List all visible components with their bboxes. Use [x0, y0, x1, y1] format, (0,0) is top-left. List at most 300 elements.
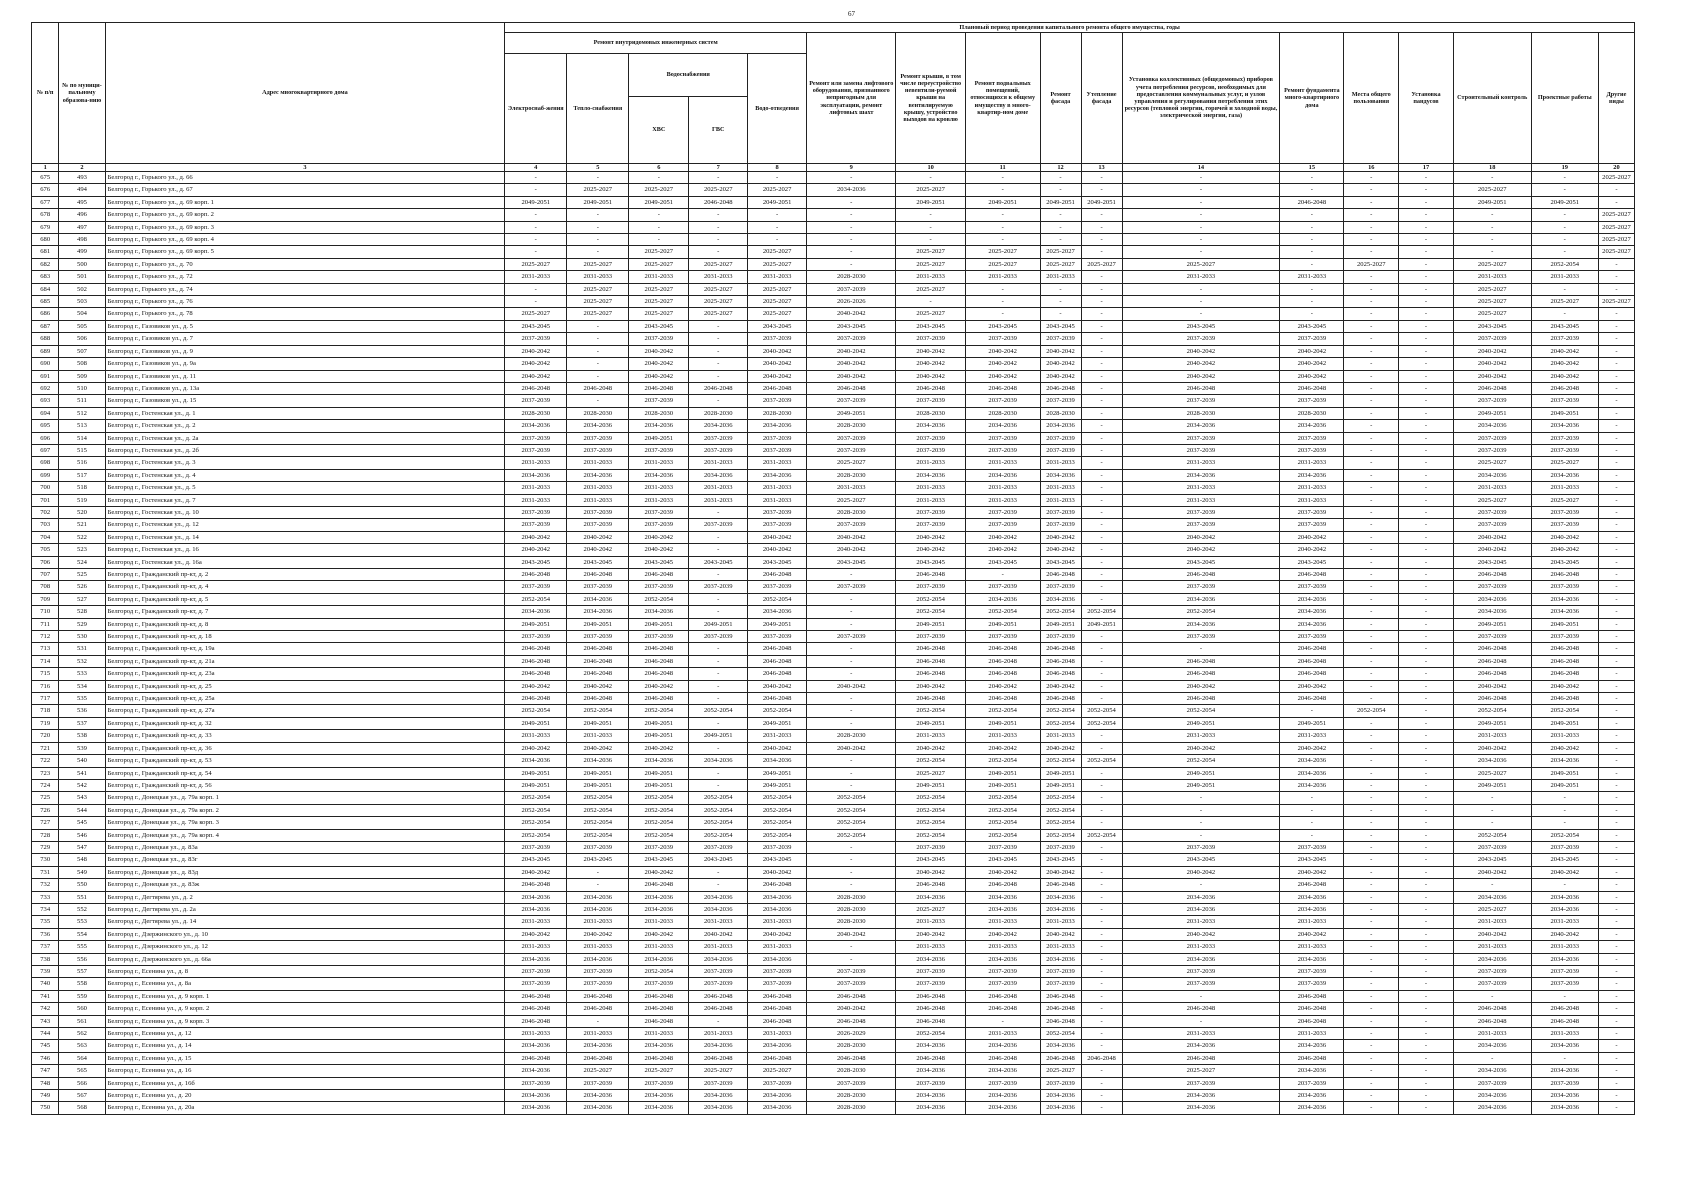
period-cell: 2040-2042 [629, 531, 689, 543]
municipal-number: 513 [59, 420, 105, 432]
column-number: 1 [32, 164, 59, 172]
period-cell: 2031-2033 [896, 941, 965, 953]
period-cell: 2040-2042 [567, 531, 629, 543]
period-cell: 2034-2036 [567, 469, 629, 481]
period-cell: 2031-2033 [1040, 941, 1081, 953]
period-cell: - [1399, 432, 1454, 444]
period-cell: 2031-2033 [748, 457, 807, 469]
period-cell: - [1598, 358, 1634, 370]
period-cell: 2037-2039 [896, 581, 965, 593]
period-cell: 2052-2054 [629, 817, 689, 829]
period-cell: 2049-2051 [567, 618, 629, 630]
period-cell: - [1399, 482, 1454, 494]
period-cell: - [1280, 308, 1344, 320]
period-cell: - [1081, 569, 1122, 581]
period-cell: - [1598, 271, 1634, 283]
period-cell: 2040-2042 [1453, 370, 1531, 382]
period-cell: 2049-2051 [505, 618, 567, 630]
period-cell: 2034-2036 [1040, 1102, 1081, 1114]
period-cell: - [807, 953, 896, 965]
period-cell: 2031-2033 [1453, 271, 1531, 283]
period-cell: - [1344, 928, 1399, 940]
period-cell: 2037-2039 [1453, 841, 1531, 853]
period-cell: 2046-2048 [629, 569, 689, 581]
period-cell: 2037-2039 [748, 506, 807, 518]
period-cell: - [1453, 990, 1531, 1002]
period-cell: - [1081, 1077, 1122, 1089]
column-number: 14 [1122, 164, 1280, 172]
table-row [32, 829, 1635, 841]
period-cell: 2031-2033 [1531, 1028, 1598, 1040]
period-cell: 2037-2039 [807, 581, 896, 593]
address-cell: Белгород г., Горького ул., д. 74 [105, 283, 505, 295]
table-row [32, 779, 1635, 791]
table-row [32, 1090, 1635, 1102]
period-cell: 2046-2048 [629, 643, 689, 655]
period-cell: 2040-2042 [505, 742, 567, 754]
period-cell: 2043-2045 [896, 320, 965, 332]
period-cell: 2034-2036 [1122, 1040, 1280, 1052]
period-cell: 2052-2054 [505, 804, 567, 816]
period-cell: - [1399, 879, 1454, 891]
header-ramps: Установка пандусов [1399, 33, 1454, 164]
period-cell: 2037-2039 [748, 1077, 807, 1089]
period-cell: - [1598, 891, 1634, 903]
period-cell: 2034-2036 [965, 593, 1040, 605]
period-cell: 2037-2039 [689, 444, 748, 456]
period-cell: 2037-2039 [629, 333, 689, 345]
address-cell: Белгород г., Есенина ул., д. 9 корп. 2 [105, 1003, 505, 1015]
period-cell: 2043-2045 [505, 556, 567, 568]
period-cell: - [689, 569, 748, 581]
table-row [32, 395, 1635, 407]
period-cell: - [1399, 519, 1454, 531]
period-cell: 2052-2054 [896, 817, 965, 829]
municipal-number: 550 [59, 879, 105, 891]
table-row [32, 593, 1635, 605]
period-cell: 2040-2042 [1122, 866, 1280, 878]
period-cell: 2037-2039 [505, 841, 567, 853]
address-cell: Белгород г., Есенина ул., д. 20 [105, 1090, 505, 1102]
period-cell: - [1344, 395, 1399, 407]
period-cell: 2040-2042 [1531, 531, 1598, 543]
period-cell: - [896, 172, 965, 184]
period-cell: 2034-2036 [896, 420, 965, 432]
row-number: 706 [32, 556, 59, 568]
period-cell: 2046-2048 [1453, 382, 1531, 394]
period-cell: - [1122, 817, 1280, 829]
table-row [32, 705, 1635, 717]
row-number: 732 [32, 879, 59, 891]
period-cell: 2034-2036 [896, 1102, 965, 1114]
period-cell: 2037-2039 [896, 444, 965, 456]
period-cell: 2031-2033 [629, 1028, 689, 1040]
period-cell: 2026-2029 [807, 1028, 896, 1040]
period-cell: - [807, 221, 896, 233]
period-cell: - [689, 693, 748, 705]
period-cell: - [1531, 234, 1598, 246]
period-cell: 2025-2027 [896, 246, 965, 258]
municipal-number: 560 [59, 1003, 105, 1015]
address-cell: Белгород г., Гражданский пр-кт, д. 32 [105, 717, 505, 729]
period-cell: 2034-2036 [505, 1102, 567, 1114]
period-cell: 2037-2039 [807, 444, 896, 456]
period-cell: 2046-2048 [1122, 693, 1280, 705]
period-cell: 2040-2042 [1040, 345, 1081, 357]
period-cell: 2052-2054 [689, 705, 748, 717]
period-cell: 2034-2036 [748, 420, 807, 432]
period-cell: - [1399, 990, 1454, 1002]
period-cell: 2037-2039 [567, 581, 629, 593]
period-cell: - [689, 544, 748, 556]
period-cell: 2049-2051 [1122, 767, 1280, 779]
period-cell: - [1122, 879, 1280, 891]
period-cell: 2052-2054 [505, 593, 567, 605]
period-cell: - [1081, 469, 1122, 481]
period-cell: - [748, 234, 807, 246]
period-cell: 2037-2039 [629, 581, 689, 593]
address-cell: Белгород г., Есенина ул., д. 16 [105, 1065, 505, 1077]
period-cell: - [1344, 941, 1399, 953]
period-cell: - [1344, 382, 1399, 394]
period-cell: 2046-2048 [896, 655, 965, 667]
address-cell: Белгород г., Горького ул., д. 66 [105, 172, 505, 184]
period-cell: 2052-2054 [1040, 1028, 1081, 1040]
period-cell: - [1531, 879, 1598, 891]
period-cell: 2025-2027 [965, 246, 1040, 258]
period-cell: 2034-2036 [1040, 420, 1081, 432]
address-cell: Белгород г., Есенина ул., д. 16б [105, 1077, 505, 1089]
period-cell: 2043-2045 [1280, 854, 1344, 866]
period-cell: 2037-2039 [1531, 395, 1598, 407]
period-cell: - [807, 258, 896, 270]
period-cell: 2046-2048 [1453, 643, 1531, 655]
period-cell: 2034-2036 [1122, 618, 1280, 630]
period-cell: 2034-2036 [689, 1040, 748, 1052]
header-water-supply: Водоснабжения [629, 54, 748, 97]
address-cell: Белгород г., Дегтярева ул., д. 2а [105, 903, 505, 915]
period-cell: - [1344, 1077, 1399, 1089]
period-cell: 2046-2048 [689, 382, 748, 394]
row-number: 678 [32, 209, 59, 221]
period-cell: 2034-2036 [1531, 891, 1598, 903]
period-cell: 2037-2039 [505, 966, 567, 978]
period-cell: 2037-2039 [1122, 506, 1280, 518]
period-cell: - [1122, 221, 1280, 233]
period-cell: 2037-2039 [1280, 432, 1344, 444]
period-cell: 2046-2048 [505, 1052, 567, 1064]
period-cell: 2031-2033 [748, 271, 807, 283]
period-cell: 2037-2039 [689, 631, 748, 643]
table-row [32, 432, 1635, 444]
period-cell: - [1081, 879, 1122, 891]
period-cell: 2031-2033 [1280, 730, 1344, 742]
period-cell: 2031-2033 [965, 916, 1040, 928]
period-cell: 2043-2045 [629, 556, 689, 568]
table-row [32, 1052, 1635, 1064]
period-cell: 2025-2027 [1531, 457, 1598, 469]
period-cell: 2046-2048 [629, 668, 689, 680]
row-number: 734 [32, 903, 59, 915]
period-cell: 2052-2054 [689, 829, 748, 841]
period-cell: - [1081, 631, 1122, 643]
address-cell: Белгород г., Горького ул., д. 69 корп. 2 [105, 209, 505, 221]
period-cell: 2046-2048 [807, 1015, 896, 1027]
table-row [32, 1077, 1635, 1089]
table-row [32, 358, 1635, 370]
municipal-number: 498 [59, 234, 105, 246]
period-cell: 2040-2042 [1280, 345, 1344, 357]
period-cell: - [1399, 717, 1454, 729]
period-cell: - [1453, 221, 1531, 233]
period-cell: - [965, 569, 1040, 581]
period-cell: - [1598, 569, 1634, 581]
period-cell: 2046-2048 [748, 668, 807, 680]
period-cell: 2025-2027 [965, 258, 1040, 270]
period-cell: - [1344, 482, 1399, 494]
period-cell: 2034-2036 [505, 903, 567, 915]
period-cell: - [1598, 606, 1634, 618]
period-cell: - [1344, 246, 1399, 258]
period-cell: 2031-2033 [505, 482, 567, 494]
period-cell: - [1598, 668, 1634, 680]
period-cell: 2037-2039 [1453, 581, 1531, 593]
address-cell: Белгород г., Гостенская ул., д. 1 [105, 407, 505, 419]
address-cell: Белгород г., Есенина ул., д. 8 [105, 966, 505, 978]
period-cell: 2037-2039 [629, 841, 689, 853]
column-number: 5 [567, 164, 629, 172]
period-cell: - [1081, 953, 1122, 965]
row-number: 689 [32, 345, 59, 357]
period-cell: 2040-2042 [1453, 358, 1531, 370]
period-cell: - [1399, 854, 1454, 866]
period-cell: 2025-2027 [1531, 494, 1598, 506]
period-cell: - [1598, 531, 1634, 543]
period-cell: 2052-2054 [965, 606, 1040, 618]
row-number: 747 [32, 1065, 59, 1077]
period-cell: 2037-2039 [896, 631, 965, 643]
period-cell: 2031-2033 [1040, 482, 1081, 494]
period-cell: - [1399, 705, 1454, 717]
table-row [32, 693, 1635, 705]
period-cell: 2025-2027 [1453, 283, 1531, 295]
period-cell: 2052-2054 [965, 804, 1040, 816]
column-number: 19 [1531, 164, 1598, 172]
period-cell: 2037-2039 [505, 395, 567, 407]
period-cell: 2034-2036 [807, 184, 896, 196]
table-row [32, 506, 1635, 518]
period-cell: 2046-2048 [629, 655, 689, 667]
period-cell: 2052-2054 [629, 705, 689, 717]
table-row [32, 382, 1635, 394]
municipal-number: 541 [59, 767, 105, 779]
row-number: 731 [32, 866, 59, 878]
period-cell: 2043-2045 [965, 854, 1040, 866]
period-cell: 2034-2036 [748, 903, 807, 915]
period-cell: 2046-2048 [1280, 879, 1344, 891]
period-cell: 2052-2054 [1040, 705, 1081, 717]
period-cell: - [1598, 817, 1634, 829]
period-cell: 2046-2048 [505, 879, 567, 891]
period-cell: 2031-2033 [689, 271, 748, 283]
period-cell: 2034-2036 [1531, 469, 1598, 481]
period-cell: - [1344, 556, 1399, 568]
address-cell: Белгород г., Горького ул., д. 76 [105, 296, 505, 308]
period-cell: 2046-2048 [1122, 1003, 1280, 1015]
period-cell: 2031-2033 [1122, 482, 1280, 494]
period-cell: 2025-2027 [1453, 494, 1531, 506]
period-cell: - [1344, 1015, 1399, 1027]
period-cell: 2052-2054 [965, 755, 1040, 767]
period-cell: 2025-2027 [629, 184, 689, 196]
row-number: 735 [32, 916, 59, 928]
period-cell: - [1081, 221, 1122, 233]
period-cell: 2037-2039 [748, 333, 807, 345]
period-cell: - [1453, 804, 1531, 816]
period-cell: 2034-2036 [1280, 1102, 1344, 1114]
period-cell: - [1399, 643, 1454, 655]
period-cell: - [1344, 755, 1399, 767]
period-cell: 2034-2036 [1531, 593, 1598, 605]
period-cell: 2052-2054 [896, 1028, 965, 1040]
row-number: 738 [32, 953, 59, 965]
header-electricity: Электроснаб-жения [505, 54, 567, 164]
period-cell: 2046-2048 [965, 1052, 1040, 1064]
period-cell: 2031-2033 [1280, 916, 1344, 928]
period-cell: - [1344, 569, 1399, 581]
period-cell: 2028-2030 [807, 469, 896, 481]
period-cell: 2046-2048 [1040, 1052, 1081, 1064]
row-number: 726 [32, 804, 59, 816]
period-cell: - [1598, 618, 1634, 630]
period-cell: 2031-2033 [567, 494, 629, 506]
table-row [32, 717, 1635, 729]
period-cell: 2046-2048 [689, 990, 748, 1002]
period-cell: - [1081, 382, 1122, 394]
period-cell: 2037-2039 [505, 444, 567, 456]
row-number: 733 [32, 891, 59, 903]
address-cell: Белгород г., Донецкая ул., д. 79а корп. 1 [105, 792, 505, 804]
address-cell: Белгород г., Гостенская ул., д. 16а [105, 556, 505, 568]
row-number: 699 [32, 469, 59, 481]
row-number: 739 [32, 966, 59, 978]
period-cell: 2043-2045 [748, 854, 807, 866]
header-roof: Ремонт крыши, в том числе переустройство невентили-руемой крыши на вентилируемую крышу, устройство выходов на кровлю [896, 33, 965, 164]
period-cell: 2037-2039 [1280, 333, 1344, 345]
period-cell: - [1344, 1052, 1399, 1064]
municipal-number: 549 [59, 866, 105, 878]
address-cell: Белгород г., Гражданский пр-кт, д. 54 [105, 767, 505, 779]
period-cell: 2034-2036 [1453, 1090, 1531, 1102]
period-cell: 2046-2048 [1280, 569, 1344, 581]
period-cell: 2049-2051 [896, 618, 965, 630]
municipal-number: 502 [59, 283, 105, 295]
period-cell: - [1344, 506, 1399, 518]
period-cell: 2037-2039 [689, 841, 748, 853]
period-cell: - [1598, 693, 1634, 705]
period-cell: 2040-2042 [965, 531, 1040, 543]
period-cell: - [1399, 1003, 1454, 1015]
period-cell: 2025-2027 [567, 184, 629, 196]
period-cell: - [1081, 395, 1122, 407]
address-cell: Белгород г., Горького ул., д. 69 корп. 3 [105, 221, 505, 233]
period-cell: - [689, 680, 748, 692]
period-cell: 2034-2036 [1280, 469, 1344, 481]
period-cell: - [1598, 680, 1634, 692]
period-cell: 2031-2033 [505, 457, 567, 469]
period-cell: 2025-2027 [629, 1065, 689, 1077]
column-number: 15 [1280, 164, 1344, 172]
period-cell: - [1280, 246, 1344, 258]
period-cell: 2025-2027 [1122, 1065, 1280, 1077]
period-cell: 2025-2027 [1081, 258, 1122, 270]
period-cell: 2040-2042 [896, 866, 965, 878]
period-cell: 2052-2054 [567, 792, 629, 804]
period-cell: - [1399, 320, 1454, 332]
period-cell: - [1081, 172, 1122, 184]
row-number: 722 [32, 755, 59, 767]
period-cell: - [567, 879, 629, 891]
period-cell: - [1344, 345, 1399, 357]
period-cell: 2046-2048 [505, 382, 567, 394]
period-cell: 2028-2030 [689, 407, 748, 419]
column-number: 16 [1344, 164, 1399, 172]
period-cell: - [1399, 358, 1454, 370]
period-cell: - [1399, 172, 1454, 184]
period-cell: 2043-2045 [629, 854, 689, 866]
period-cell: 2034-2036 [965, 420, 1040, 432]
period-cell: 2037-2039 [1280, 978, 1344, 990]
period-cell: 2040-2042 [748, 866, 807, 878]
period-cell: 2046-2048 [965, 990, 1040, 1002]
period-cell: 2052-2054 [896, 829, 965, 841]
period-cell: 2034-2036 [505, 469, 567, 481]
period-cell: 2037-2039 [1040, 333, 1081, 345]
period-cell: - [505, 283, 567, 295]
period-cell: 2046-2048 [807, 382, 896, 394]
period-cell: - [1598, 655, 1634, 667]
period-cell: 2040-2042 [896, 531, 965, 543]
period-cell: 2025-2027 [1453, 296, 1531, 308]
period-cell: 2052-2054 [1531, 829, 1598, 841]
period-cell: - [689, 655, 748, 667]
period-cell: 2040-2042 [567, 928, 629, 940]
period-cell: - [1598, 866, 1634, 878]
period-cell: 2037-2039 [1531, 333, 1598, 345]
period-cell: 2040-2042 [1531, 370, 1598, 382]
period-cell: 2037-2039 [505, 519, 567, 531]
period-cell: - [1344, 469, 1399, 481]
period-cell: 2049-2051 [1040, 779, 1081, 791]
period-cell: 2046-2048 [1122, 1052, 1280, 1064]
row-number: 703 [32, 519, 59, 531]
period-cell: 2034-2036 [505, 755, 567, 767]
period-cell: - [1081, 246, 1122, 258]
address-cell: Белгород г., Гостенская ул., д. 2 [105, 420, 505, 432]
period-cell: 2049-2051 [1122, 779, 1280, 791]
period-cell: 2040-2042 [629, 345, 689, 357]
period-cell: 2025-2027 [505, 308, 567, 320]
period-cell: 2031-2033 [965, 457, 1040, 469]
period-cell: - [896, 209, 965, 221]
period-cell: - [1598, 581, 1634, 593]
row-number: 721 [32, 742, 59, 754]
period-cell: 2037-2039 [567, 432, 629, 444]
municipal-number: 521 [59, 519, 105, 531]
period-cell: - [1081, 1102, 1122, 1114]
period-cell: 2043-2045 [748, 556, 807, 568]
municipal-number: 567 [59, 1090, 105, 1102]
